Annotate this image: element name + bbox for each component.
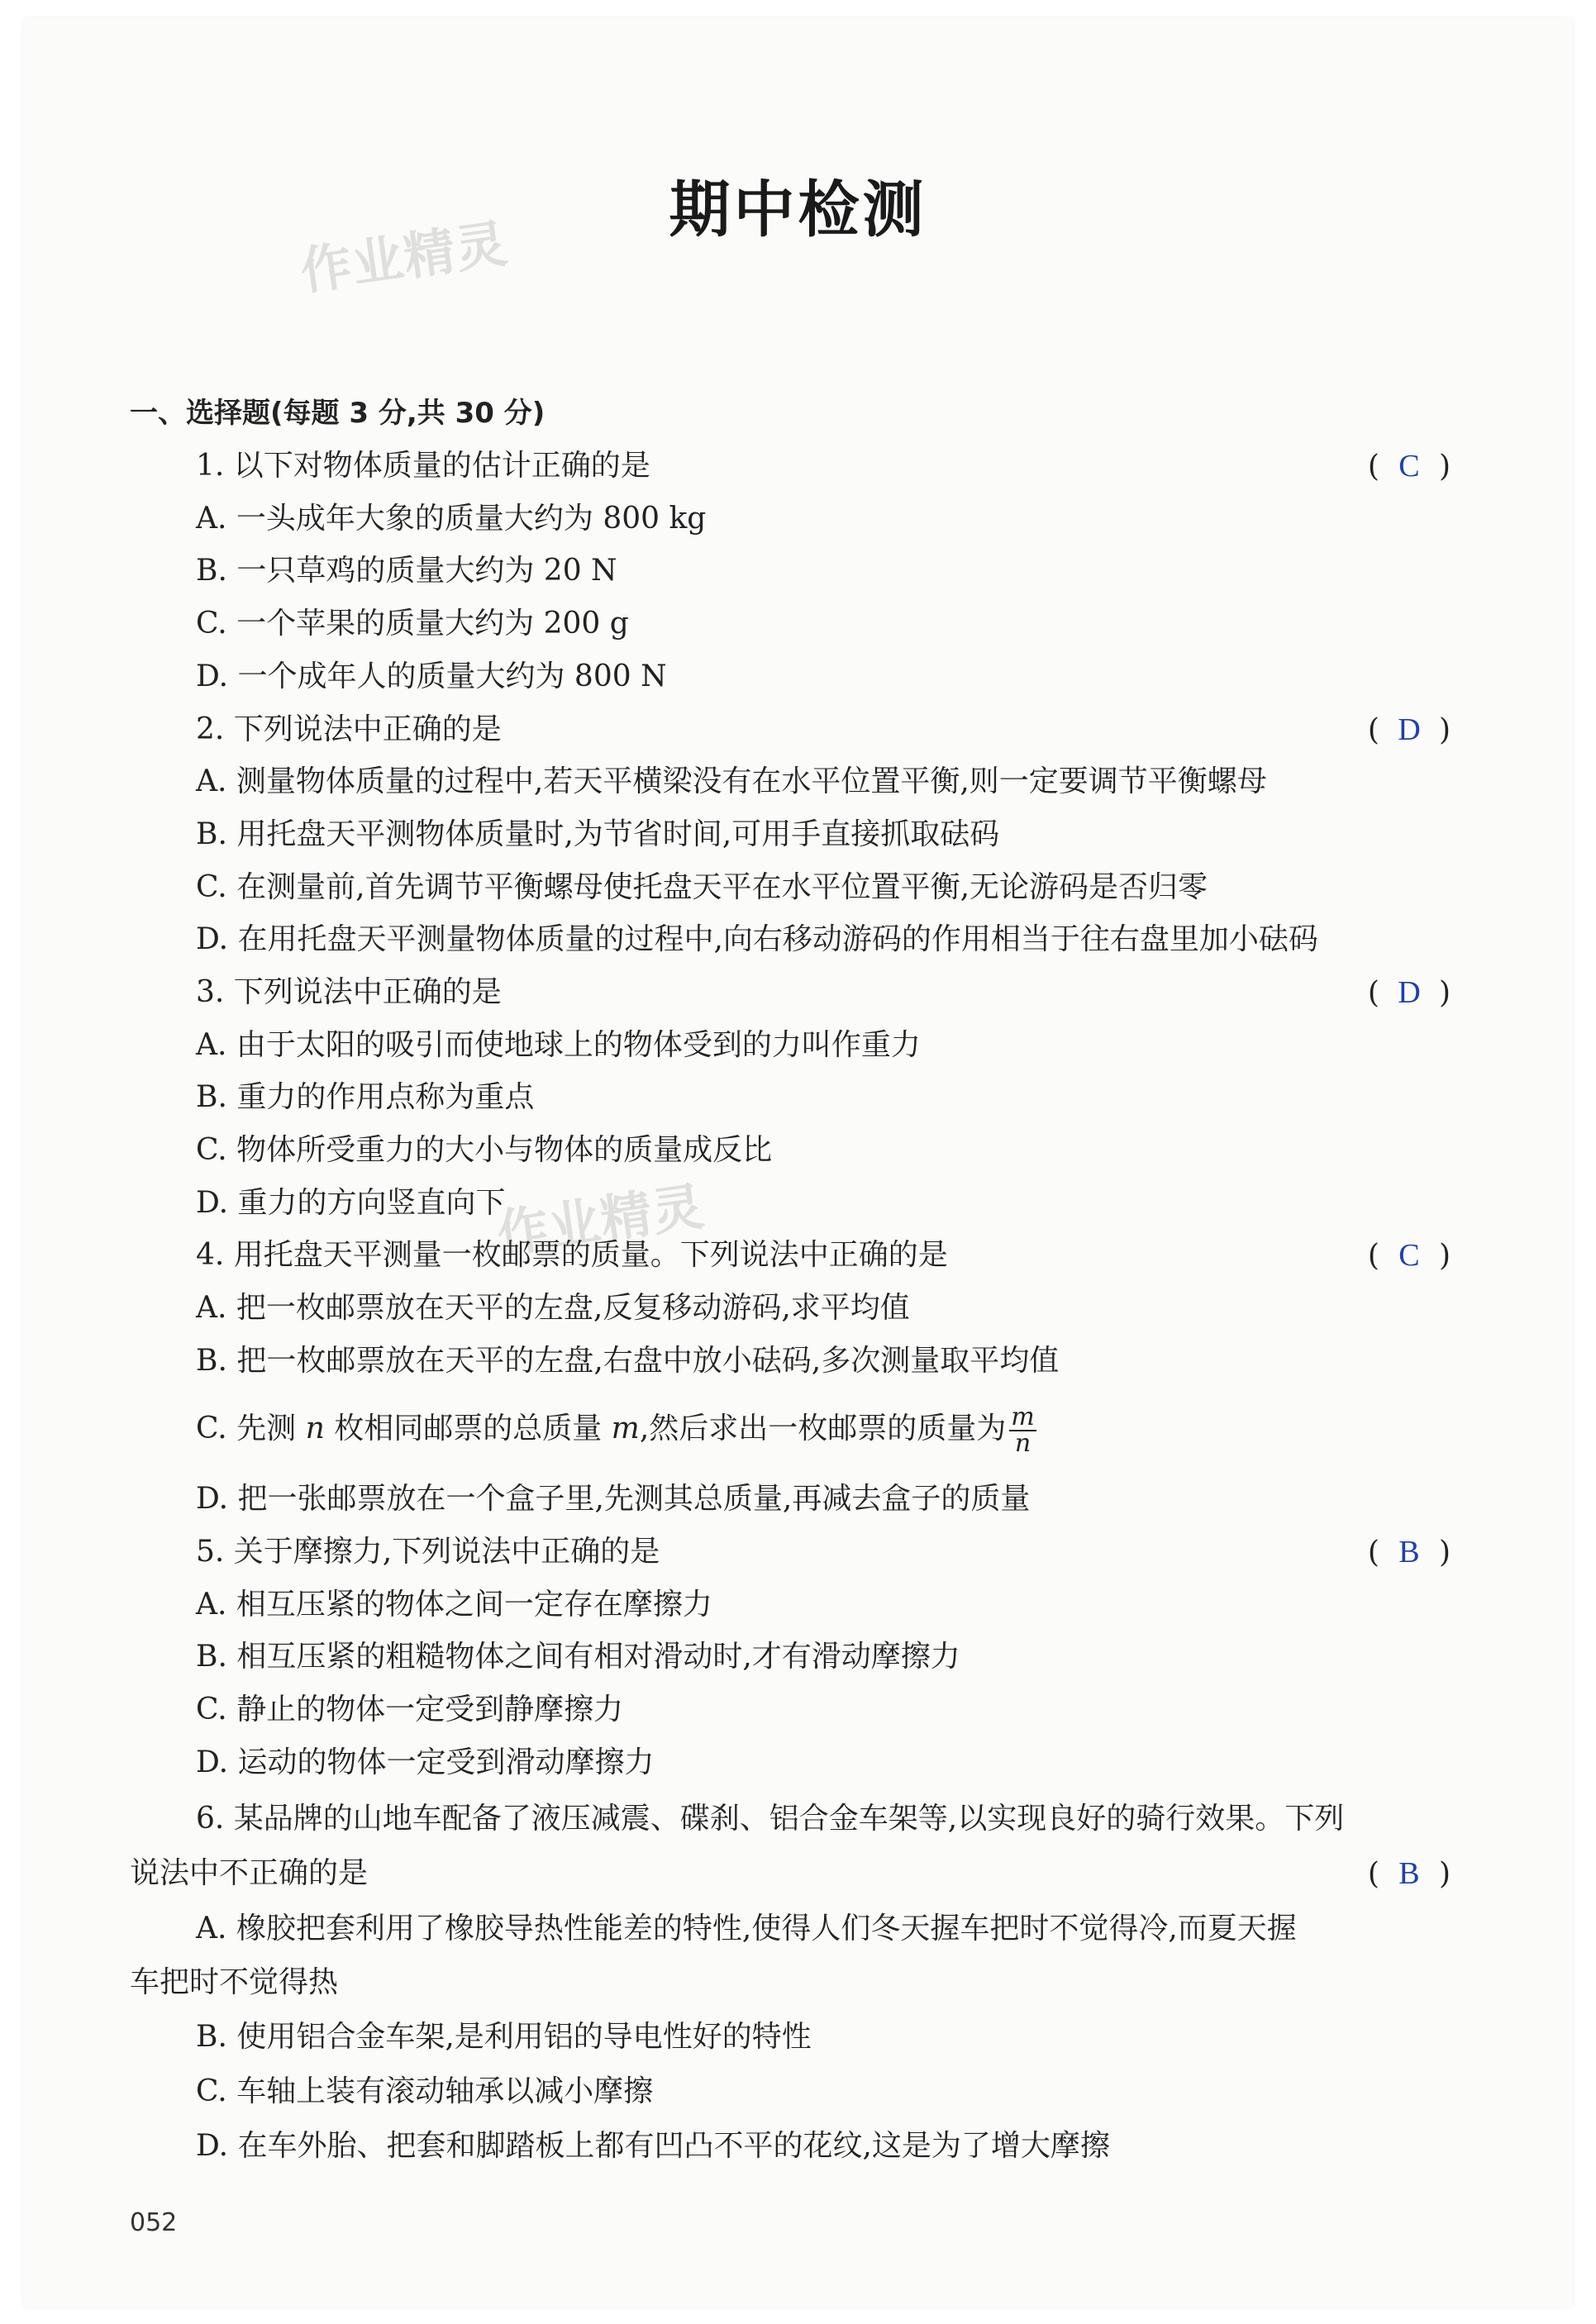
- q2-option-c: C. 在测量前,首先调节平衡螺母使托盘天平在水平位置平衡,无论游码是否归零: [196, 870, 1208, 904]
- watermark-middle: 作业精灵: [493, 1175, 708, 1265]
- q2-stem: 2. 下列说法中正确的是: [196, 712, 502, 746]
- q5-stem: 5. 关于摩擦力,下列说法中正确的是: [196, 1535, 660, 1569]
- q6-option-c: C. 车轴上装有滚动轴承以减小摩擦: [196, 2074, 654, 2108]
- q1-option-a: A. 一头成年大象的质量大约为 800 kg: [196, 502, 707, 536]
- q2-answer-box: ( D ): [1368, 710, 1451, 750]
- q1-option-b: B. 一只草鸡的质量大约为 20 N: [196, 554, 617, 588]
- q5-option-c: C. 静止的物体一定受到静摩擦力: [196, 1693, 624, 1726]
- q5-option-a: A. 相互压紧的物体之间一定存在摩擦力: [196, 1588, 712, 1622]
- q4-option-c: C. 先测 n 枚相同邮票的总质量 m,然后求出一枚邮票的质量为 $\frac{m}{n}$: [196, 1402, 1035, 1458]
- q5-answer: B: [1398, 1535, 1420, 1569]
- q5-answer-box: ( B ): [1368, 1532, 1451, 1573]
- q4-option-b: B. 把一枚邮票放在天平的左盘,右盘中放小砝码,多次测量取平均值: [196, 1344, 1060, 1378]
- q1-answer: C: [1398, 449, 1420, 483]
- q4-option-a: A. 把一枚邮票放在天平的左盘,反复移动游码,求平均值: [196, 1291, 910, 1325]
- q6-answer: B: [1398, 1856, 1420, 1891]
- q2-answer: D: [1398, 712, 1421, 747]
- q4-answer-box: ( C ): [1368, 1236, 1451, 1276]
- q5-option-b: B. 相互压紧的粗糙物体之间有相对滑动时,才有滑动摩擦力: [196, 1640, 960, 1674]
- fraction-m-over-n: $\frac{m}{n}$: [1011, 1402, 1035, 1458]
- q1-stem: 1. 以下对物体质量的估计正确的是: [196, 449, 650, 483]
- q4-stem: 4. 用托盘天平测量一枚邮票的质量。下列说法中正确的是: [196, 1238, 948, 1272]
- q4-option-d: D. 把一张邮票放在一个盒子里,先测其总质量,再减去盒子的质量: [196, 1482, 1031, 1516]
- q6-option-b: B. 使用铝合金车架,是利用铝的导电性好的特性: [196, 2020, 812, 2054]
- q2-option-b: B. 用托盘天平测物体质量时,为节省时间,可用手直接抓取砝码: [196, 817, 1000, 851]
- watermark-top: 作业精灵: [296, 212, 512, 302]
- q6-option-d: D. 在车外胎、把套和脚踏板上都有凹凸不平的花纹,这是为了增大摩擦: [196, 2129, 1110, 2163]
- q6-option-a-line1: A. 橡胶把套利用了橡胶导热性能差的特性,使得人们冬天握车把时不觉得冷,而夏天握: [196, 1912, 1297, 1945]
- q3-option-d: D. 重力的方向竖直向下: [196, 1186, 506, 1220]
- q3-option-c: C. 物体所受重力的大小与物体的质量成反比: [196, 1133, 773, 1167]
- q2-option-a: A. 测量物体质量的过程中,若天平横梁没有在水平位置平衡,则一定要调节平衡螺母: [196, 764, 1267, 798]
- q2-option-d: D. 在用托盘天平测量物体质量的过程中,向右移动游码的作用相当于往右盘里加小砝码: [196, 922, 1318, 956]
- q1-option-d: D. 一个成年人的质量大约为 800 N: [196, 660, 667, 693]
- q3-option-b: B. 重力的作用点称为重点: [196, 1080, 535, 1114]
- q6-answer-box: ( B ): [1368, 1854, 1451, 1894]
- q6-option-a-line2: 车把时不觉得热: [130, 1965, 339, 1999]
- section-heading: 一、选择题(每题 3 分,共 30 分): [130, 397, 545, 430]
- page-title: 期中检测: [669, 174, 927, 245]
- q6-stem-line1: 6. 某品牌的山地车配备了液压减震、碟刹、铝合金车架等,以实现良好的骑行效果。下列: [196, 1802, 1345, 1836]
- q6-stem-line2: 说法中不正确的是: [130, 1856, 369, 1890]
- q3-option-a: A. 由于太阳的吸引而使地球上的物体受到的力叫作重力: [196, 1028, 921, 1062]
- q3-stem: 3. 下列说法中正确的是: [196, 975, 502, 1009]
- q3-answer: D: [1398, 975, 1421, 1010]
- q1-answer-box: ( C ): [1368, 446, 1451, 487]
- q4-answer: C: [1398, 1238, 1420, 1273]
- q3-answer-box: ( D ): [1368, 973, 1451, 1013]
- q5-option-d: D. 运动的物体一定受到滑动摩擦力: [196, 1745, 655, 1779]
- page-number: 052: [130, 2208, 178, 2237]
- q1-option-c: C. 一个苹果的质量大约为 200 g: [196, 607, 629, 641]
